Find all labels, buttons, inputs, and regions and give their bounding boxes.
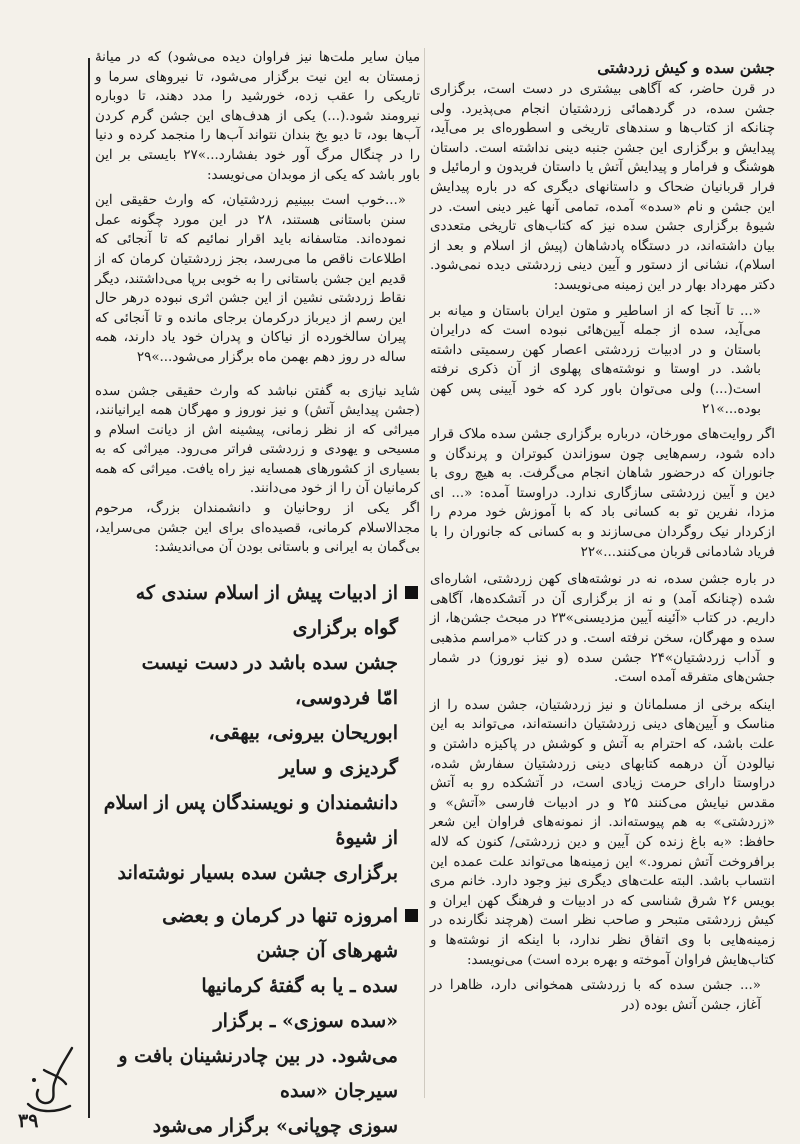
paragraph: در باره جشن سده، نه در نوشته‌های کهن زردشتی، اشاره‌ای شده (چنانکه آمد) و نه از برگزاری آن در آتشکده‌ها، آگاهی داریم. در کتاب «آئینه آیین مزدیسنی»۲۳ در مبحث جشن‌ها، از سده و مهرگان، سخن نرفته است. و در کتاب «مراسم مذهبی و آداب زردشتیان»۲۴ جشن سده (و نیز نوروز) در شمار جشن‌های متفرقه آمده است.	[430, 572, 776, 686]
pull-quote	[95, 576, 420, 891]
pull-quote-line: گردیزی و سایر	[279, 756, 398, 779]
left-margin-rule	[88, 58, 90, 1118]
pull-quote-line: دانشمندان و نویسندگان پس از اسلام از شیوهٔ	[103, 791, 398, 849]
pull-quote-line: از ادبیات پیش از اسلام سندی که گواه برگزاری	[135, 581, 398, 639]
block-quote: «... جشن سده که با زردشتی همخوانی دارد، ظاهرا در آغاز، جشن آتش بوده (در	[430, 978, 761, 1013]
right-column	[430, 58, 775, 1021]
column-divider	[424, 48, 425, 1098]
section-heading: جشن سده و کیش زردشتی	[597, 58, 775, 77]
paragraph: شاید نیازی به گفتن نباشد که وارث حقیقی جشن سده (جشن پیدایش آتش) و نیز نوروز و مهرگان همه ایرانیانند، میراثی که از نظر زمانی، پیشینه اش از دیانت اسلام و مسیحی و یهودی و زردشتی فراتر می‌رود. میراثی که به بسیاری از کشورهای همسایه نیز راه یافت. میراثی که همه کرمانیان آن را از خود می‌دانند.	[95, 383, 420, 497]
pull-quote-line: ابوریحان بیرونی، بیهقی،	[208, 721, 398, 744]
pull-quotes	[95, 576, 420, 1144]
bullet-square-icon	[405, 586, 418, 599]
kerman-logo	[14, 1040, 86, 1120]
pull-quote-line: سوزی چوپانی» برگزار می‌شود	[152, 1114, 398, 1137]
paragraph: اگر یکی از روحانیان و دانشمندان بزرگ، مرحوم مجدالاسلام کرمانی، قصیده‌ای برای این جشن می‌سراید، بی‌گمان به ایرانی و باستانی بودن آن می‌اندیشد:	[95, 501, 420, 556]
page-number: ۳۹	[18, 1110, 39, 1132]
paragraph: در قرن حاضر، که آگاهی بیشتری در دست است، برگزاری جشن سده، در گردهمائی زردشتیان انجام می‌پذیرد. ولی چنانکه از کتاب‌ها و سندهای تاریخی و اسطوره‌ای بر می‌آید، پیدایش و برگزاری این جشن جنبه دینی نداشته است. داستان هوشنگ و فرامار و پیدایش آتش یا داستان فریدون و ارمائیل و فرار قربانیان ضحاک و داستانهای دیگری که در باره پیدایش این جشن و نام «سده» آمده، تمامی آنها غیر دینی است. در شیوهٔ برگزاری جشن سده نیز که کتاب‌های تاریخی متعددی بیان داشته‌اند، در دستگاه پادشاهان (پیش از اسلام و بعد از اسلام)، نشانی از دستور و آیین دینی زردشتی دیده نمی‌شود. دکتر مهرداد بهار در این زمینه می‌نویسد:	[430, 82, 775, 293]
paragraph: اگر روایت‌های مورخان، درباره برگزاری جشن سده ملاک قرار داده شود، رسم‌هایی چون سوزاندن کبوتران و پرندگان و جانوران که درحضور شاهان انجام می‌گرفت. به هیچ روی با دین و آیین زردشتی سازگاری ندارد. دراوستا آمده: «... ای مزدا، نفرین تو به کسانی باد که با آموزش خود مردم را ازکردار نیک روگردان می‌سازند و به کسانی که جانوران را با فریاد شادمانی قربان می‌کنند...»۲۲	[430, 427, 775, 560]
pull-quote-line: «سده سوزی» ـ برگزار	[213, 1009, 398, 1032]
left-column	[95, 48, 420, 1144]
paragraph: میان سایر ملت‌ها نیز فراوان دیده می‌شود) که در میانهٔ زمستان به این نیت برگزار می‌شود، تا نیروهای سرما و تاریکی را عقب زده، خورشید را مدد دهند، تا دوباره نیرومند شود.(...) یکی از هدف‌های این جشن گرم کردن آب‌ها بود، تا دیو یخ بندان نتواند آب‌ها را منجمد کرده و دنیا را در چنگال مرگ آور خود بفشارد...»۲۷ بایستی بر این باور باشد که یکی از موبدان می‌نویسد:	[95, 50, 420, 183]
block-quote: «... تا آنجا که از اساطیر و متون ایران باستان و میانه بر می‌آید، سده از جمله آیین‌هائی نبوده است که درایران باستان و در ادبیات زردشتی اعصار کهن رسمیتی داشته باشد. در اوستا و نوشته‌های پهلوی از آن ذکری نرفته است(...) ولی می‌توان باور کرد که خود آیینی پس کهن بوده...»۲۱	[430, 303, 761, 417]
pull-quote-line: برگزاری جشن سده بسیار نوشته‌اند	[117, 861, 398, 884]
pull-quote-line: سده ـ یا به گفتهٔ کرمانیها	[201, 974, 398, 997]
bullet-square-icon	[405, 909, 418, 922]
pull-quote-line: می‌شود. در بین چادرنشینان بافت و سیرجان «سده	[118, 1044, 398, 1102]
pull-quote-line: امروزه تنها در کرمان و بعضی شهرهای آن جشن	[162, 904, 398, 962]
block-quote: «...خوب است ببینیم زردشتیان، که وارث حقیقی این سنن باستانی هستند، ۲۸ در این مورد چگونه عمل نموده‌اند. متاسفانه باید اقرار نمائیم که تا آنجائی که اطلاعات ناقص ما می‌رسد، بجز زردشتیان کرمان که از قدیم این جشن باستانی را به خوبی برپا می‌داشتند، دیگر نقاط زردشتی نشین از این جشن اثری نبوده درهر حال این رسم از دیرباز درکرمان برجای مانده و تا آنجائی که پیران سالخورده از نیاکان و پدران خود یاد دارند، همه ساله در روز دهم بهمن ماه برگزار می‌شود...»۲۹	[95, 193, 406, 365]
pull-quote	[95, 899, 420, 1144]
pull-quote-line: جشن سده باشد در دست نیست	[141, 651, 398, 674]
pull-quote-line: امّا فردوسی،	[295, 686, 398, 709]
paragraph: اینکه برخی از مسلمانان و نیز زردشتیان، جشن سده را از مناسک و آیین‌های دینی زردشتیان دانسته‌اند، می‌تواند به این علت باشد، که احترام به آتش و کوشش در پاکیزه داشتن و نیالودن آن درهمه کتابهای دینی زردشتیان سفارش شده، دراوستا دارای حرمت زیادی است، در آتشکده رو به آتش مقدس نیایش می‌کنند ۲۵ و در ادبیات فارسی «آتش» و «زردشتی» به هم پیوسته‌اند. از نمونه‌های فراوان این شعر حافظ: «به باغ زنده کن آیین و دین زردشتی/ کنون که لاله برافروخت آتش نمرود.» این زمینه‌ها می‌تواند علت عمده این انتساب باشد. البته علت‌های دیگری نیز وجود دارد. خانم مری بویس ۲۶ شرق شناسی که در ادبیات و فرهنگ کهن ایران و کیش زردشتی متبحر و صاحب نظر است (هرچند نگارنده در زمینه‌هایی با وی اتفاق نظر ندارد، با اینکه از نوشته‌ها و کتاب‌هایش فراوان آموخته و بهره برده است) می‌نویسد:	[430, 697, 775, 968]
